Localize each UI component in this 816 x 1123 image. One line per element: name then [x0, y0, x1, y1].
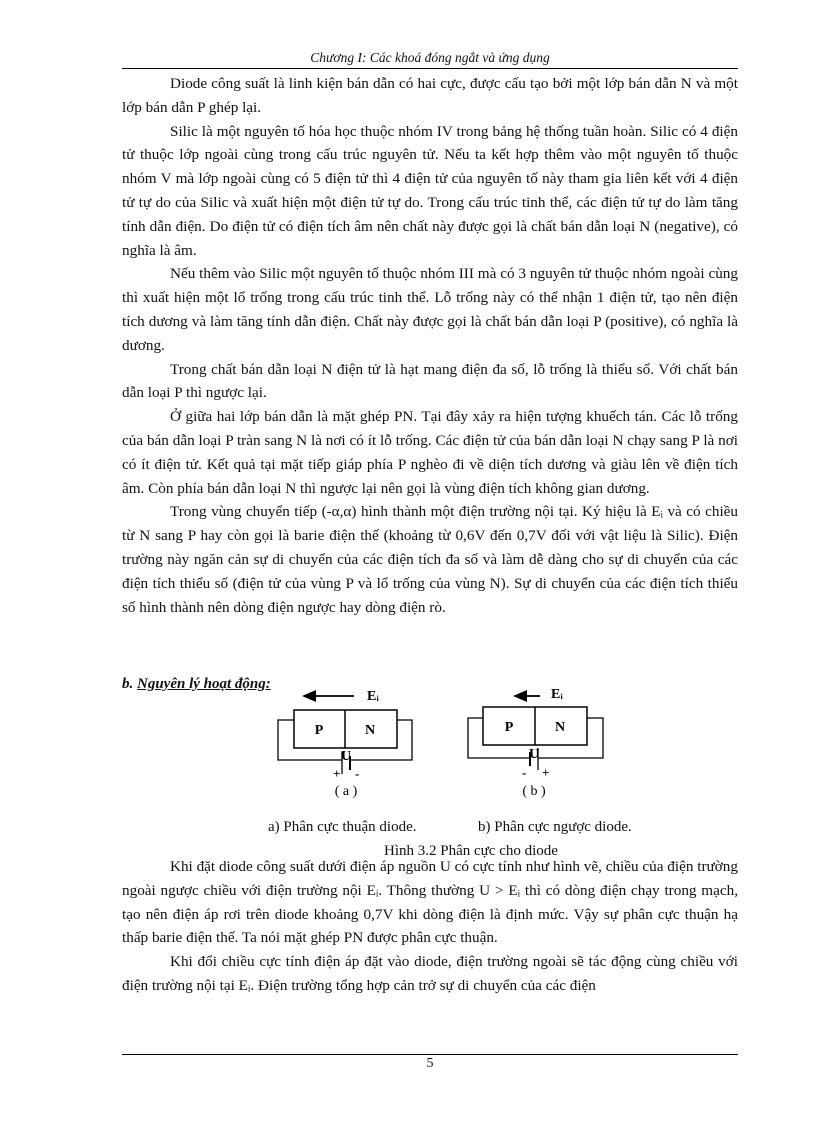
minus-a: - — [355, 766, 360, 781]
p-label-a: P — [314, 723, 324, 738]
figure-title: Hình 3.2 Phân cực cho diode — [384, 843, 558, 859]
minus-b: - — [522, 765, 527, 780]
label-b: ( b ) — [522, 784, 546, 799]
section-number: b. — [122, 676, 134, 692]
paragraph: Khi đặt diode công suất dưới điện áp nguồn U có cực tính như hình vẽ, chiều của điện trường ngoài ngược chiều với điện trường nội Eᵢ. Thông thường U > Eᵢ thì có dòng điện chạy trong mạch, tạo nên điện áp rơi trên diode khoảng 0,7V khi dòng điện là định mức. Vậy sự phân cực thuận hạ thấp barie điện thế. Ta nói mặt ghép PN được phân cực thuận. — [122, 858, 738, 947]
n-label-b: N — [554, 720, 566, 735]
diagram-reverse-bias — [468, 687, 603, 799]
body-text — [122, 72, 738, 619]
section-title: Nguyên lý hoạt động: — [137, 676, 271, 692]
field-label-a: Eᵢ — [367, 689, 379, 704]
diagram-forward-bias — [278, 689, 412, 799]
field-label-b: Eᵢ — [551, 687, 563, 702]
field-arrowhead-a — [302, 690, 316, 702]
footer-rule — [122, 1054, 738, 1055]
page-number: 5 — [426, 1056, 434, 1071]
page-header: Chương I: Các khoá đóng ngắt và ứng dụng — [310, 50, 550, 65]
left-lead-b — [468, 718, 530, 758]
body-text-2 — [122, 855, 738, 998]
caption-b: b) Phân cực ngược diode. — [478, 819, 632, 835]
paragraph: Ở giữa hai lớp bán dẫn là mặt ghép PN. Tại đây xảy ra hiện tượng khuếch tán. Các lỗ trống của bán dẫn loại P tràn sang N là nơi có ít lỗ trống. Các điện tử của bán dẫn loại N chạy sang P là nơi có ít điện tử. Kết quả tại mặt tiếp giáp phía P nghèo đi về diện tích dương và giàu lên về điện tích âm. Còn phía bán dẫn loại N thì ngược lại nên gọi là vùng điện tích không gian dương. — [122, 408, 738, 497]
label-a: ( a ) — [334, 784, 358, 799]
right-lead-b — [538, 718, 603, 758]
u-label-b: U — [528, 747, 540, 762]
plus-b: + — [542, 765, 550, 780]
paragraph: Khi đổi chiều cực tính điện áp đặt vào diode, điện trường ngoài sẽ tác động cùng chiều với điện trường nội tại Eᵢ. Điện trường tổng hợp cản trở sự di chuyển của các điện — [122, 953, 738, 994]
diode-diagrams — [122, 680, 738, 870]
paragraph: Trong chất bán dẫn loại N điện tử là hạt mang điện đa số, lỗ trống là thiểu số. Với chất bán dẫn loại P thì ngược lại. — [122, 360, 738, 402]
p-label-b: P — [504, 720, 514, 735]
u-label-a: U — [340, 749, 352, 764]
paragraph: Nếu thêm vào Silic một nguyên tố thuộc nhóm III mà có 3 nguyên tử thuộc nhóm ngoài cùng thì xuất hiện một lổ trống trong cấu trúc tinh thể. Lỗ trống này có thể nhận 1 điện tử, tạo nên điện tích dương và làm tăng tính dẫn điện. Chất này được gọi là chất bán dẫn loại P (positive), có nghĩa là dương. — [122, 265, 738, 354]
paragraph: Diode công suất là linh kiện bán dẫn có hai cực, được cấu tạo bởi một lớp bán dẫn N và một lớp bán dẫn P ghép lại. — [122, 75, 738, 116]
right-lead-a — [350, 720, 412, 760]
paragraph: Trong vùng chuyển tiếp (-α,α) hình thành một điện trường nội tại. Ký hiệu là Eᵢ và có chiều từ N sang P hay còn gọi là barie điện thế (khoảng từ 0,6V đến 0,7V đối với vật liệu là Silic). Điện trường này ngăn cản sự di chuyển của các điện tích đa số và làm dễ dàng cho sự di chuyển của các điện tích thiểu số (điện tử của vùng P và lổ trống của vùng N). Sự di chuyển của các điện tích thiểu số hình thành nên dòng điện ngược hay dòng điện rò. — [122, 503, 738, 616]
caption-a: a) Phân cực thuận diode. — [268, 819, 417, 835]
left-lead-a — [278, 720, 342, 760]
figure-polarization — [122, 680, 738, 870]
n-label-a: N — [364, 723, 376, 738]
header-rule — [122, 68, 738, 69]
field-arrowhead-b — [513, 690, 527, 702]
plus-a: + — [333, 766, 341, 781]
paragraph: Silic là một nguyên tố hóa học thuộc nhóm IV trong bảng hệ thống tuần hoàn. Silic có 4 điện tử thuộc lớp ngoài cùng trong cấu trúc nguyên tử. Nếu ta kết hợp thêm vào một nguyên tố thuộc nhóm V mà lớp ngoài cùng có 5 điện tử thì 4 điện tử của nguyên tố này tham gia liên kết với 4 điện tử tự do của Silic và xuất hiện một điện tử tự do. Trong cấu trúc tinh thể, các điện tử tự do làm tăng tính dẫn điện. Do điện tử có điện tích âm nên chất này được gọi là chất bán dẫn loại N (negative), có nghĩa là âm. — [122, 122, 738, 259]
